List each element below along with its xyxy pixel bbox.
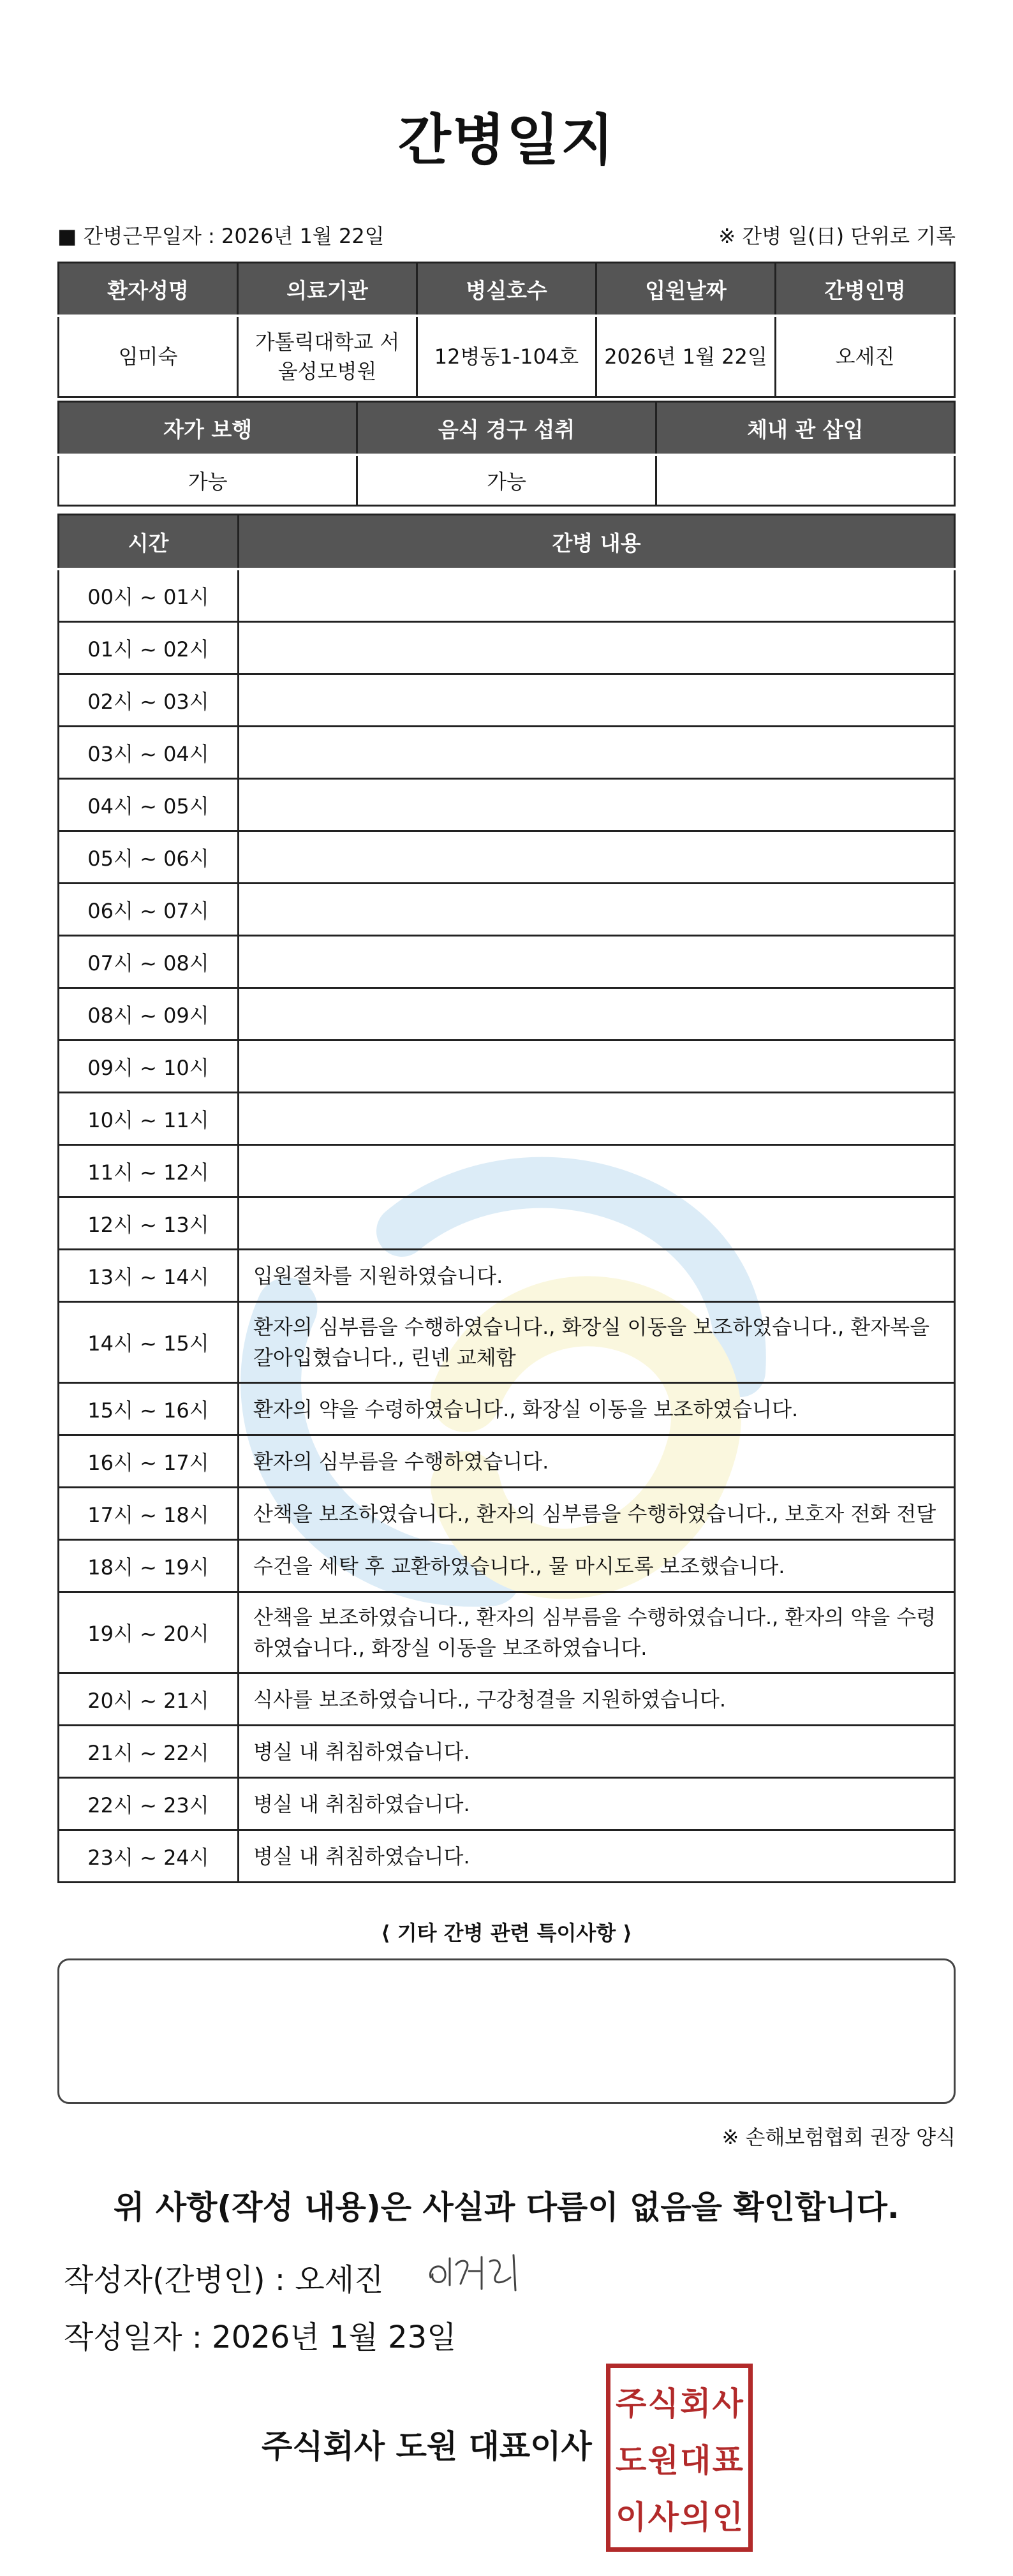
time-cell: 16시 ~ 17시	[59, 1435, 239, 1488]
content-cell	[239, 727, 955, 779]
hospital-name: 가톨릭대학교 서울성모병원	[238, 316, 417, 397]
table-row	[59, 1383, 955, 1435]
seal-char: 회	[680, 2384, 711, 2422]
header-patient-name: 환자성명	[59, 263, 238, 316]
tube-value	[656, 455, 954, 506]
time-cell: 12시 ~ 13시	[59, 1197, 239, 1250]
content-cell	[239, 884, 955, 936]
time-cell: 17시 ~ 18시	[59, 1488, 239, 1540]
table-row	[59, 1540, 955, 1592]
time-cell: 01시 ~ 02시	[59, 622, 239, 674]
table-row	[59, 1435, 955, 1488]
company-representative: 주식회사 도원 대표이사	[262, 2428, 592, 2465]
content-cell	[239, 936, 955, 988]
header-room: 병실호수	[417, 263, 596, 316]
seal-char: 사	[712, 2384, 743, 2422]
handwritten-signature	[421, 2246, 529, 2297]
room-number: 12병동1-104호	[417, 316, 596, 397]
content-cell: 환자의 심부름을 수행하였습니다.	[239, 1435, 955, 1488]
time-cell: 00시 ~ 01시	[59, 569, 239, 622]
content-cell	[239, 674, 955, 727]
content-cell: 병실 내 취침하였습니다.	[239, 1830, 955, 1883]
table-row	[59, 1673, 955, 1726]
table-row	[59, 569, 955, 622]
special-notes-box	[57, 1958, 956, 2104]
time-cell: 18시 ~ 19시	[59, 1540, 239, 1592]
seal-char: 원	[647, 2441, 679, 2479]
patient-info-table	[57, 262, 956, 398]
header-caregiver: 간병인명	[776, 263, 955, 316]
table-row	[59, 1250, 955, 1302]
content-cell: 병실 내 취침하였습니다.	[239, 1778, 955, 1830]
document-title: 간병일지	[397, 108, 616, 172]
time-cell: 08시 ~ 09시	[59, 988, 239, 1040]
time-cell: 02시 ~ 03시	[59, 674, 239, 727]
table-row	[59, 988, 955, 1040]
time-cell: 22시 ~ 23시	[59, 1778, 239, 1830]
table-row	[59, 1302, 955, 1383]
time-cell: 14시 ~ 15시	[59, 1302, 239, 1383]
table-row	[59, 1778, 955, 1830]
patient-status-table	[57, 401, 956, 507]
confirmation-statement: 위 사항(작성 내용)은 사실과 다름이 없음을 확인합니다.	[114, 2189, 899, 2226]
header-oral-intake: 음식 경구 섭취	[357, 402, 656, 455]
time-cell: 05시 ~ 06시	[59, 831, 239, 884]
table-row	[59, 1830, 955, 1883]
table-row	[59, 1726, 955, 1778]
time-cell: 04시 ~ 05시	[59, 779, 239, 831]
work-date: ■ 간병근무일자 : 2026년 1월 22일	[57, 224, 385, 248]
content-cell: 환자의 심부름을 수행하였습니다., 화장실 이동을 보조하였습니다., 환자복을 갈아입혔습니다., 린넨 교체함	[239, 1302, 955, 1383]
recommendation-note: ※ 손해보험협회 권장 양식	[721, 2125, 956, 2149]
header-walking: 자가 보행	[59, 402, 357, 455]
content-cell: 산책을 보조하였습니다., 환자의 심부름을 수행하였습니다., 보호자 전화 전달	[239, 1488, 955, 1540]
content-cell	[239, 988, 955, 1040]
unit-note: ※ 간병 일(日) 단위로 기록	[718, 224, 956, 248]
table-row	[59, 1040, 955, 1093]
table-row	[59, 936, 955, 988]
care-log-table	[57, 514, 956, 1883]
seal-char: 주	[616, 2384, 647, 2422]
content-cell: 수건을 세탁 후 교환하였습니다., 물 마시도록 보조했습니다.	[239, 1540, 955, 1592]
header-tube: 체내 관 삽입	[656, 402, 954, 455]
oral-intake-value: 가능	[357, 455, 656, 506]
time-cell: 15시 ~ 16시	[59, 1383, 239, 1435]
content-cell	[239, 779, 955, 831]
table-row	[59, 1592, 955, 1673]
seal-char: 표	[712, 2441, 743, 2479]
content-cell	[239, 831, 955, 884]
time-cell: 07시 ~ 08시	[59, 936, 239, 988]
content-cell	[239, 1197, 955, 1250]
time-cell: 19시 ~ 20시	[59, 1592, 239, 1673]
header-hospital: 의료기관	[238, 263, 417, 316]
time-cell: 11시 ~ 12시	[59, 1145, 239, 1197]
caregiver-name: 오세진	[776, 316, 955, 397]
time-cell: 10시 ~ 11시	[59, 1093, 239, 1145]
time-cell: 20시 ~ 21시	[59, 1673, 239, 1726]
time-cell: 03시 ~ 04시	[59, 727, 239, 779]
table-row	[59, 674, 955, 727]
company-seal	[606, 2364, 753, 2552]
patient-name: 임미숙	[59, 316, 238, 397]
table-row	[59, 1145, 955, 1197]
time-cell: 13시 ~ 14시	[59, 1250, 239, 1302]
content-cell	[239, 622, 955, 674]
content-cell: 산책을 보조하였습니다., 환자의 심부름을 수행하였습니다., 환자의 약을 수령하였습니다., 화장실 이동을 보조하였습니다.	[239, 1592, 955, 1673]
table-row	[59, 1093, 955, 1145]
content-cell: 식사를 보조하였습니다., 구강청결을 지원하였습니다.	[239, 1673, 955, 1726]
table-row	[59, 1488, 955, 1540]
seal-char: 인	[712, 2498, 743, 2536]
table-row	[59, 622, 955, 674]
seal-char: 식	[647, 2384, 679, 2422]
time-cell: 06시 ~ 07시	[59, 884, 239, 936]
header-time: 시간	[59, 515, 239, 570]
seal-char: 사	[647, 2498, 679, 2536]
content-cell: 환자의 약을 수령하였습니다., 화장실 이동을 보조하였습니다.	[239, 1383, 955, 1435]
content-cell	[239, 1145, 955, 1197]
writer-line: 작성자(간병인) : 오세진	[64, 2262, 384, 2298]
walking-value: 가능	[59, 455, 357, 506]
content-cell: 병실 내 취침하였습니다.	[239, 1726, 955, 1778]
content-cell: 입원절차를 지원하였습니다.	[239, 1250, 955, 1302]
written-date: 작성일자 : 2026년 1월 23일	[64, 2320, 457, 2355]
table-row	[59, 779, 955, 831]
time-cell: 21시 ~ 22시	[59, 1726, 239, 1778]
table-row	[59, 727, 955, 779]
table-row	[59, 884, 955, 936]
admission-date: 2026년 1월 22일	[596, 316, 776, 397]
content-cell	[239, 569, 955, 622]
time-cell: 23시 ~ 24시	[59, 1830, 239, 1883]
seal-char: 의	[680, 2498, 711, 2536]
header-care-content: 간병 내용	[239, 515, 955, 570]
content-cell	[239, 1093, 955, 1145]
special-notes-title: ⟨ 기타 간병 관련 특이사항 ⟩	[380, 1921, 633, 1945]
table-row	[59, 831, 955, 884]
seal-char: 도	[616, 2441, 647, 2479]
time-cell: 09시 ~ 10시	[59, 1040, 239, 1093]
table-row	[59, 1197, 955, 1250]
seal-char: 이	[616, 2498, 647, 2536]
content-cell	[239, 1040, 955, 1093]
header-admission-date: 입원날짜	[596, 263, 776, 316]
seal-char: 대	[680, 2441, 711, 2479]
